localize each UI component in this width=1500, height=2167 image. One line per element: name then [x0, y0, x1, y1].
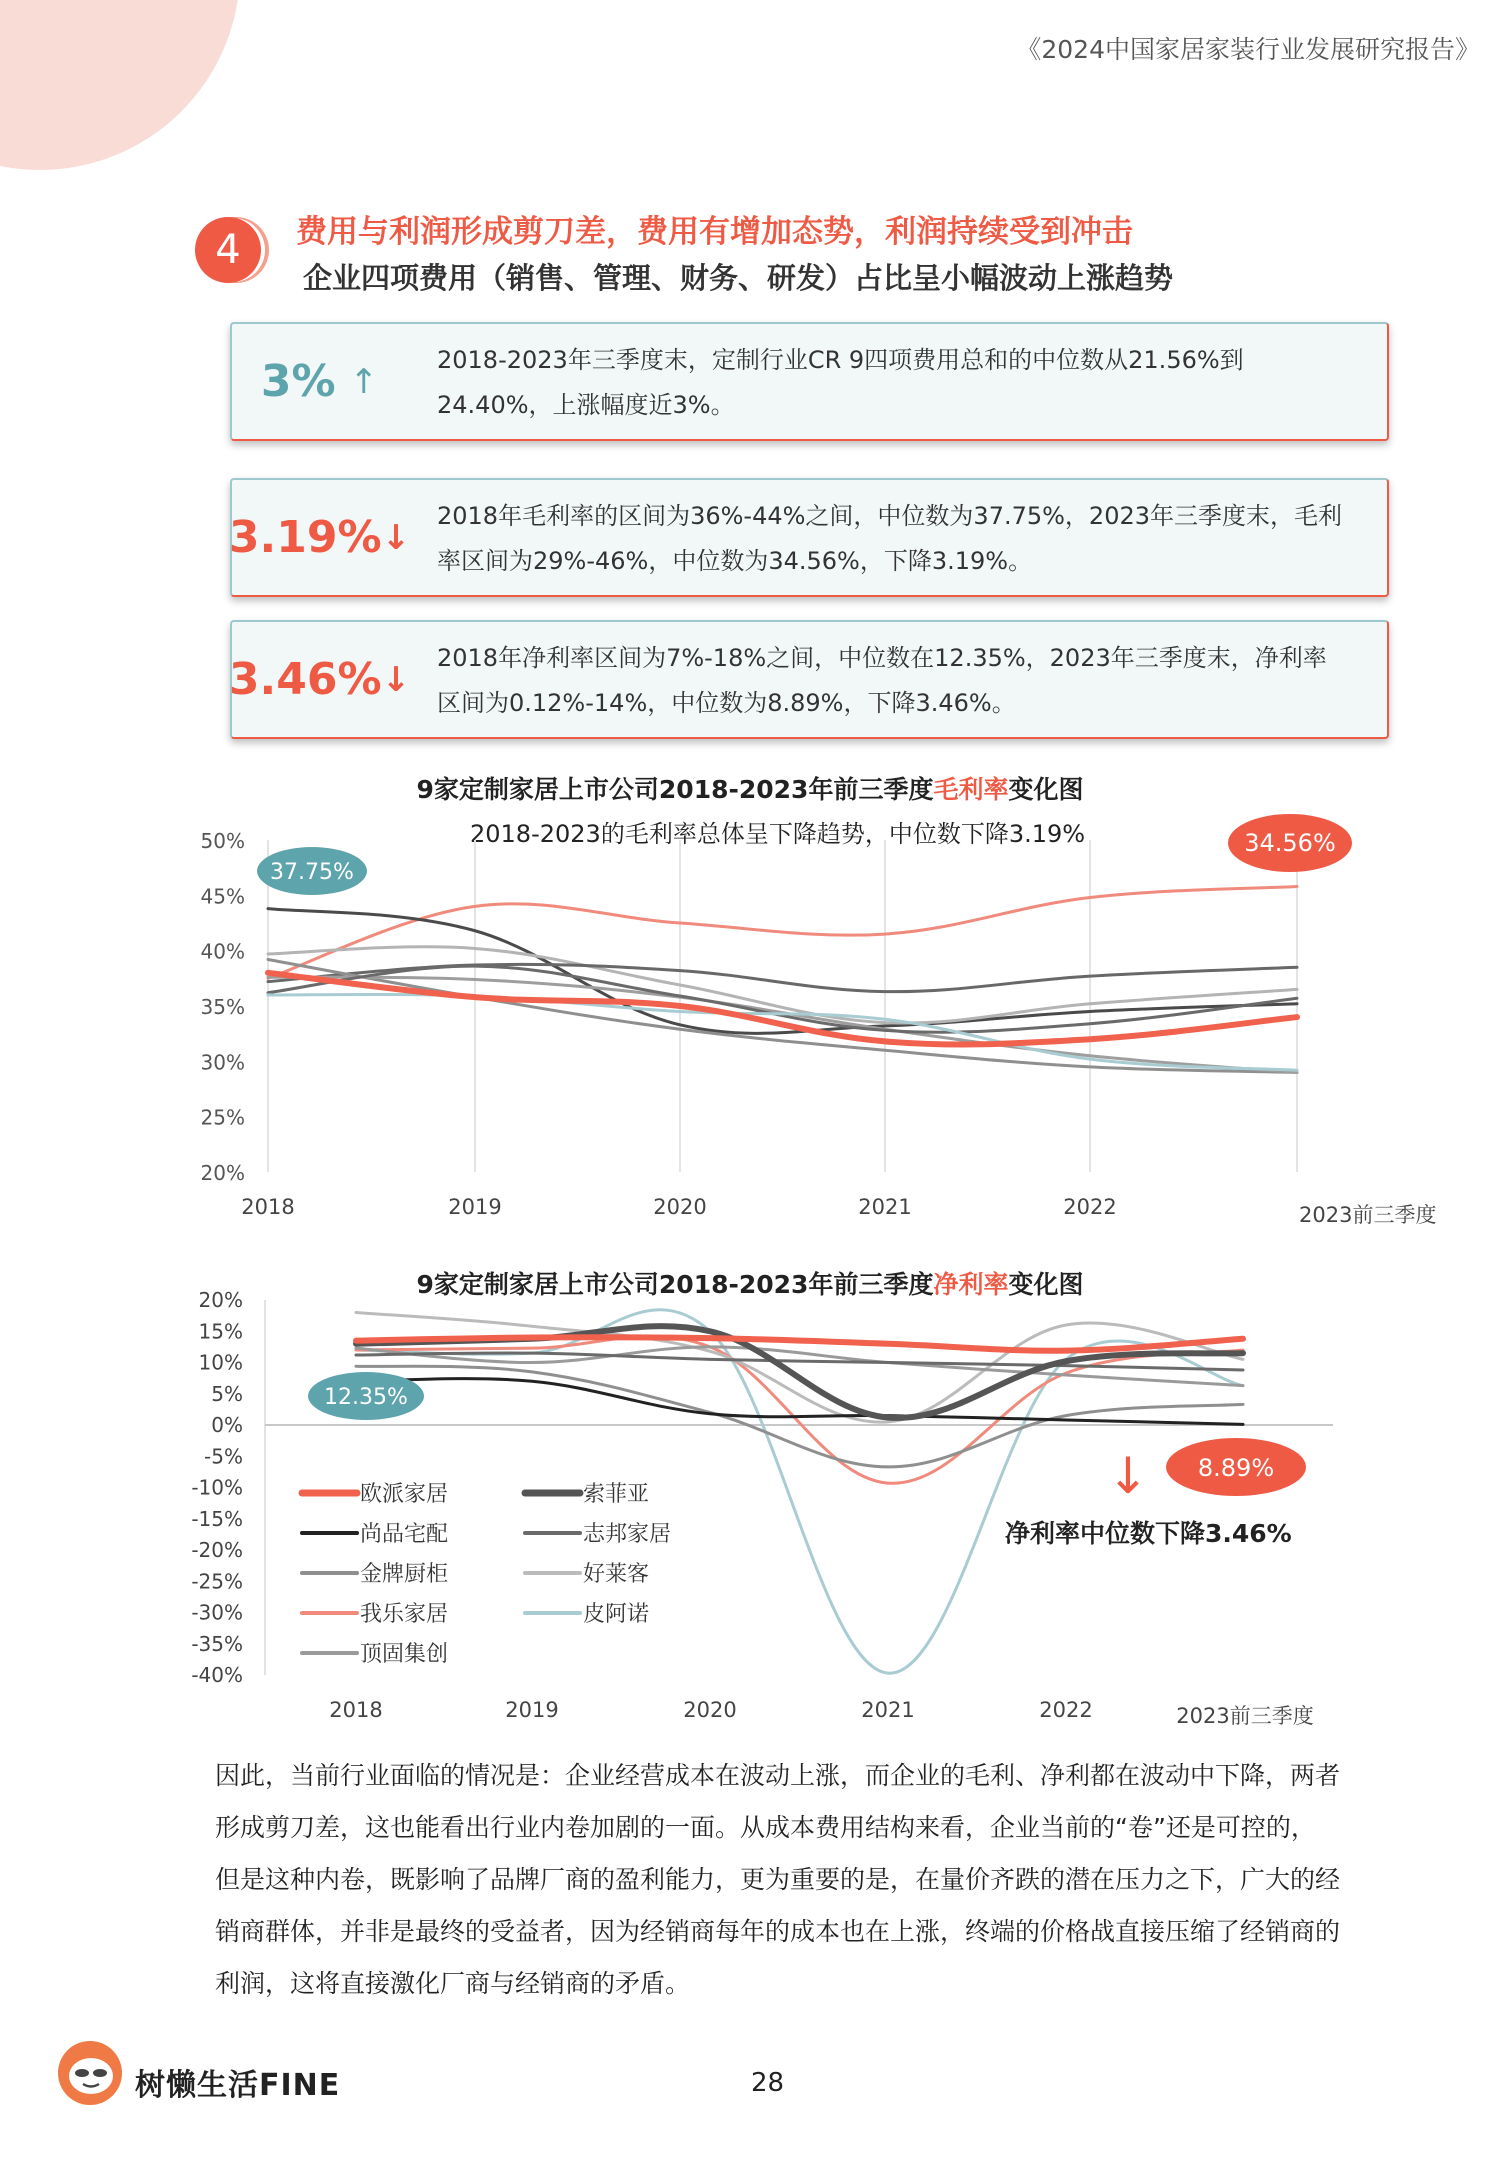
y-tick-label: -15%: [191, 1506, 243, 1531]
y-tick-label: 50%: [200, 829, 245, 853]
page-number: 28: [750, 2068, 785, 2098]
x-tick-label: 2023前三季度: [1176, 1704, 1314, 1728]
stat-description: [437, 338, 1367, 428]
stat-figure: [232, 324, 407, 439]
callout-end-label: 8.89%: [1197, 1454, 1275, 1482]
x-tick-label: 2022: [1063, 1195, 1117, 1219]
legend-label: 尚品宅配: [360, 1522, 449, 1547]
x-tick-label: 2021: [861, 1698, 915, 1722]
net-annotation: 净利率中位数下降3.46%: [1005, 1519, 1292, 1548]
legend-label: 皮阿诺: [583, 1602, 650, 1627]
title-part: 变化图: [1008, 775, 1084, 804]
stat-value: 3.19%: [228, 512, 382, 563]
x-tick-label: 2021: [858, 1195, 912, 1219]
y-tick-label: 20%: [200, 1161, 245, 1185]
y-tick-label: 25%: [200, 1105, 245, 1130]
body-line: 形成剪刀差，这也能看出行业内卷加剧的一面。从成本费用结构来看，企业当前的“卷”还是可控的，: [215, 1813, 1316, 1842]
y-tick-label: 15%: [198, 1319, 243, 1344]
x-tick-label: 2022: [1039, 1698, 1093, 1722]
arrow-down-icon: ↓: [381, 659, 411, 700]
net-margin-chart: [0, 1280, 1500, 1740]
corner-decoration: [0, 0, 240, 170]
legend-label: 索菲亚: [583, 1482, 650, 1507]
title-part: 变化图: [1008, 1270, 1084, 1299]
stat-line: 2018年净利率区间为7%-18%之间，中位数在12.35%，2023年三季度末，净利率: [437, 644, 1327, 672]
body-line: 利润，这将直接激化厂商与经销商的矛盾。: [215, 1969, 691, 1998]
body-line: 但是这种内卷，既影响了品牌厂商的盈利能力，更为重要的是，在量价齐跌的潜在压力之下，广大的经: [215, 1865, 1341, 1894]
y-tick-label: -5%: [204, 1444, 243, 1469]
y-tick-label: -30%: [191, 1600, 243, 1625]
stat-description: [437, 636, 1367, 726]
gross-margin-chart: [0, 800, 1500, 1240]
series-line: [356, 1379, 1243, 1425]
x-tick-label: 2020: [653, 1195, 707, 1219]
stat-description: [437, 494, 1367, 584]
body-line: 因此，当前行业面临的情况是：企业经营成本在波动上涨，而企业的毛利、净利都在波动中下降，两者: [215, 1761, 1341, 1790]
stat-figure: [228, 480, 411, 595]
stat-card-gross-margin: [230, 478, 1389, 597]
y-tick-label: 5%: [211, 1381, 243, 1406]
x-tick-label: 2023前三季度: [1299, 1203, 1437, 1227]
arrow-up-icon: ↑: [349, 361, 379, 402]
legend-label: 顶固集创: [360, 1642, 449, 1667]
legend-label: 我乐家居: [360, 1602, 449, 1627]
stat-card-net-margin: [230, 620, 1389, 739]
stat-figure: [228, 622, 411, 737]
body-line: 销商群体，并非是最终的受益者，因为经销商每年的成本也在上涨，终端的价格战直接压缩了经销商的: [215, 1917, 1341, 1946]
report-title: 《2024中国家居家装行业发展研究报告》: [1016, 35, 1480, 64]
callout-end-label: 34.56%: [1244, 829, 1336, 857]
series-line: [268, 886, 1297, 978]
y-tick-label: -35%: [191, 1631, 243, 1656]
x-tick-label: 2019: [505, 1698, 559, 1722]
stat-line: 2018年毛利率的区间为36%-44%之间，中位数为37.75%，2023年三季度末，毛利: [437, 502, 1343, 530]
title-highlight: 毛利率: [933, 775, 1009, 804]
y-tick-label: -25%: [191, 1569, 243, 1594]
x-tick-label: 2018: [329, 1698, 383, 1722]
y-tick-label: 35%: [200, 995, 245, 1019]
stat-line: 24.40%，上涨幅度近3%。: [437, 391, 735, 419]
legend-label: 志邦家居: [583, 1522, 672, 1547]
arrow-down-icon: ↓: [1107, 1447, 1149, 1505]
y-tick-label: 10%: [198, 1350, 243, 1375]
section-number-badge: 4: [195, 217, 261, 283]
x-tick-label: 2019: [448, 1195, 502, 1219]
stat-line: 率区间为29%-46%，中位数为34.56%，下降3.19%。: [437, 547, 1033, 575]
legend-label: 好莱客: [583, 1562, 650, 1587]
section-subtitle: 企业四项费用（销售、管理、财务、研发）占比呈小幅波动上涨趋势: [303, 261, 1174, 295]
y-tick-label: 45%: [200, 884, 245, 909]
stat-line: 区间为0.12%-14%，中位数为8.89%，下降3.46%。: [437, 689, 1016, 717]
title-part: 9家定制家居上市公司2018-2023年前三季度: [416, 1270, 934, 1299]
y-tick-label: 40%: [200, 939, 245, 964]
stat-value: 3%: [260, 356, 336, 407]
x-tick-label: 2020: [683, 1698, 737, 1722]
y-tick-label: -20%: [191, 1538, 243, 1562]
stat-card-expense: [230, 322, 1389, 441]
brand-name: 树懒生活FINE: [135, 2068, 341, 2103]
callout-start-label: 37.75%: [270, 860, 354, 885]
legend-label: 欧派家居: [360, 1482, 449, 1507]
body-paragraph: [215, 1750, 1365, 2010]
callout-start-label: 12.35%: [324, 1385, 408, 1410]
legend-label: 金牌厨柜: [360, 1562, 449, 1587]
x-tick-label: 2018: [241, 1195, 295, 1219]
arrow-down-icon: ↓: [381, 517, 411, 558]
stat-line: 2018-2023年三季度末，定制行业CR 9四项费用总和的中位数从21.56%到: [437, 346, 1244, 374]
section-title: 费用与利润形成剪刀差，费用有增加态势，利润持续受到冲击: [296, 214, 1133, 250]
y-tick-label: 0%: [211, 1413, 243, 1437]
y-tick-label: 30%: [200, 1050, 245, 1075]
title-part: 9家定制家居上市公司2018-2023年前三季度: [416, 775, 934, 804]
title-highlight: 净利率: [933, 1270, 1009, 1299]
y-tick-label: 20%: [198, 1288, 243, 1312]
stat-value: 3.46%: [228, 654, 382, 705]
gross-chart-subtitle: 2018-2023的毛利率总体呈下降趋势，中位数下降3.19%: [470, 820, 1086, 848]
y-tick-label: -10%: [191, 1475, 243, 1500]
y-tick-label: -40%: [191, 1663, 243, 1687]
